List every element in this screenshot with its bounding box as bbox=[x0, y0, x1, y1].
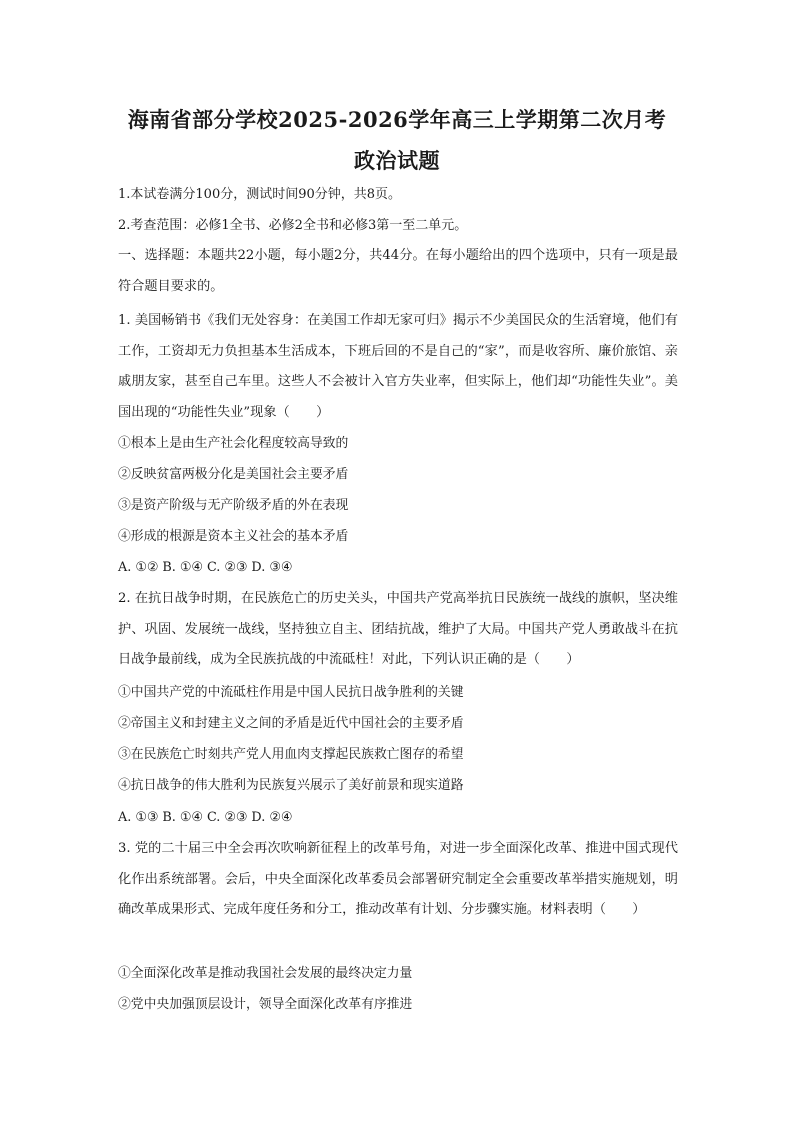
section-heading: 一、选择题：本题共22小题，每小题2分，共44分。在每小题给出的四个选项中，只有一项是最符合题目要求的。 bbox=[118, 248, 678, 294]
exam-title: 海南省部分学校2025-2026学年高三上学期第二次月考 bbox=[127, 107, 667, 132]
question-1-item-4: ④形成的根源是资本主义社会的基本矛盾 bbox=[118, 529, 349, 544]
question-1-choices: A. ①② B. ①④ C. ②③ D. ③④ bbox=[118, 560, 293, 575]
question-3-item-1: ①全面深化改革是推动我国社会发展的最终决定力量 bbox=[118, 966, 413, 981]
note-score: 1.本试卷满分100分，测试时间90分钟，共8页。 bbox=[118, 187, 402, 202]
question-3-stem: 3. 党的二十届三中全会再次吹响新征程上的改革号角，对进一步全面深化改革、推进中国式现代化作出系统部署。会后，中央全面深化改革委员会部署研究制定全会重要改革举措实施规划，明确改革成果形式、完成年度任务和分工，推动改革有计划、分步骤实施。材料表明（ ） bbox=[118, 841, 678, 918]
exam-subtitle: 政治试题 bbox=[354, 148, 440, 173]
question-2-item-2: ②帝国主义和封建主义之间的矛盾是近代中国社会的主要矛盾 bbox=[118, 716, 464, 731]
question-2-stem: 2. 在抗日战争时期，在民族危亡的历史关头，中国共产党高举抗日民族统一战线的旗帜，坚决维护、巩固、发展统一战线，坚持独立自主、团结抗战，维护了大局。中国共产党人勇敢战斗在抗日战争最前线，成为全民族抗战的中流砥柱！对此，下列认识正确的是（ ） bbox=[118, 591, 678, 668]
question-1-item-2: ②反映贫富两极分化是美国社会主要矛盾 bbox=[118, 467, 349, 482]
question-1-item-1: ①根本上是由生产社会化程度较高导致的 bbox=[118, 436, 349, 451]
question-1-stem: 1. 美国畅销书《我们无处容身：在美国工作却无家可归》揭示不少美国民众的生活窘境，他们有工作，工资却无力负担基本生活成本，下班后回的不是自己的“家”，而是收容所、廉价旅馆、亲戚朋友家，甚至自己车里。这些人不会被计入官方失业率，但实际上，他们却“功能性失业”。美国出现的“功能性失业”现象（ ） bbox=[118, 313, 678, 420]
question-3-item-2: ②党中央加强顶层设计，领导全面深化改革有序推进 bbox=[118, 997, 413, 1012]
question-1-item-3: ③是资产阶级与无产阶级矛盾的外在表现 bbox=[118, 498, 349, 513]
note-scope: 2.考查范围：必修1全书、必修2全书和必修3第一至二单元。 bbox=[118, 218, 468, 233]
question-2-item-1: ①中国共产党的中流砥柱作用是中国人民抗日战争胜利的关键 bbox=[118, 685, 464, 700]
question-2-item-4: ④抗日战争的伟大胜利为民族复兴展示了美好前景和现实道路 bbox=[118, 778, 464, 793]
question-2-item-3: ③在民族危亡时刻共产党人用血肉支撑起民族救亡图存的希望 bbox=[118, 747, 464, 762]
question-2-choices: A. ①③ B. ①④ C. ②③ D. ②④ bbox=[118, 810, 293, 825]
